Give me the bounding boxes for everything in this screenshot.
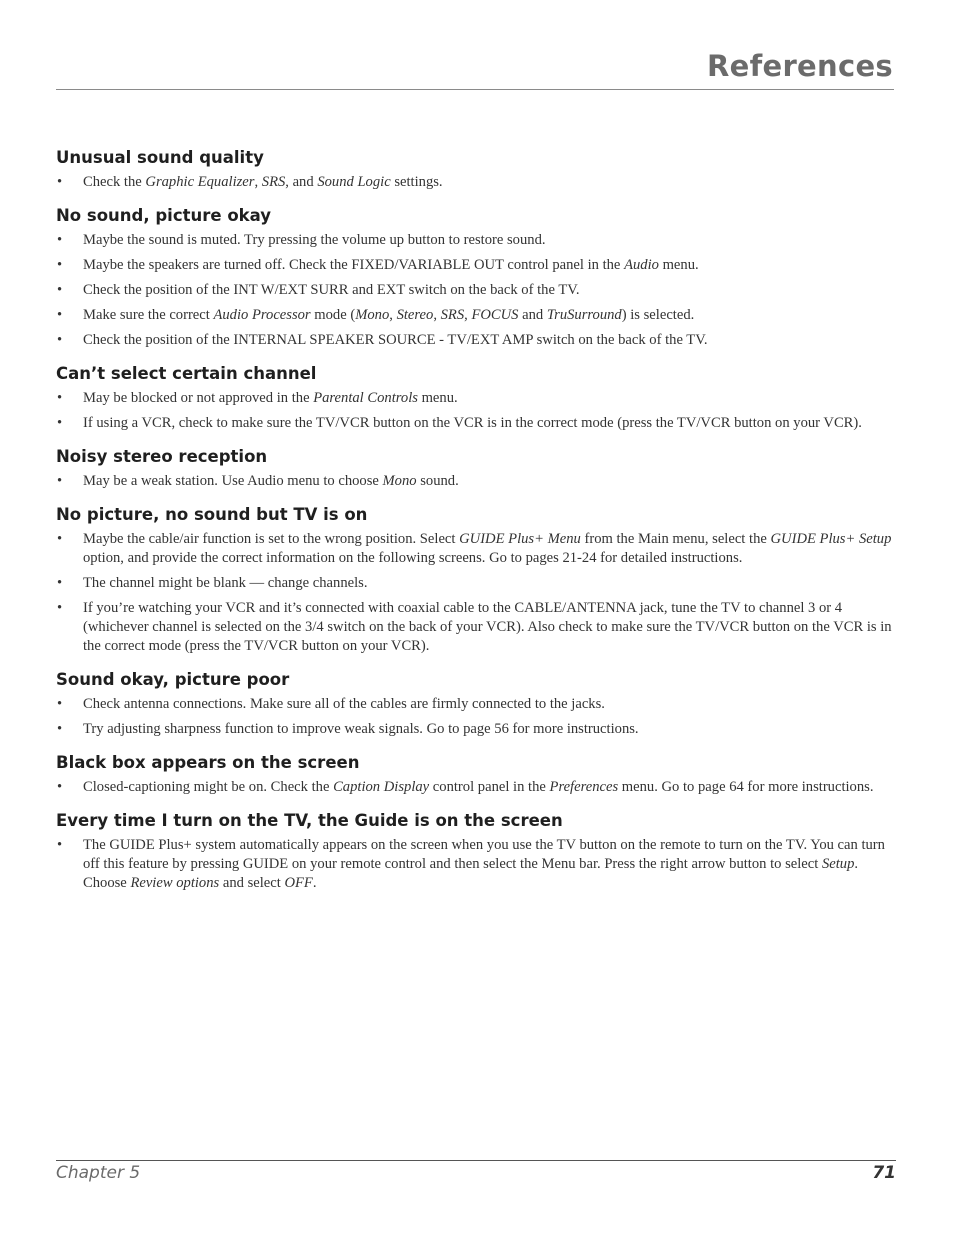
text-run: menu.: [658, 257, 699, 273]
emphasized-text: Stereo: [396, 307, 434, 323]
list-item: [56, 306, 898, 325]
text-run: settings.: [390, 174, 443, 190]
text-run: If you’re watching your VCR and it’s connected with coaxial cable to the CABLE/ANTENNA jack, tune the TV to channel 3 or 4 (whichever channel is selected on the 3/4 switch on the back of your VCR). Also check to make sure the TV/VCR button on the VCR is in the correct mode (press the TV/VCR button on your VCR).: [83, 600, 892, 654]
page-content: [56, 147, 898, 906]
list-item: [56, 281, 898, 300]
list-item: [56, 530, 898, 568]
emphasized-text: FOCUS: [471, 307, 519, 323]
list-item: [56, 389, 898, 408]
text-run: menu.: [417, 390, 458, 406]
emphasized-text: Graphic Equalizer: [145, 174, 255, 190]
troubleshooting-section: [56, 363, 898, 433]
troubleshooting-section: [56, 504, 898, 656]
bullet-list: [56, 778, 898, 797]
troubleshooting-section: [56, 752, 898, 797]
troubleshooting-section: [56, 147, 898, 192]
emphasized-text: Setup: [821, 856, 855, 872]
bullet-list: [56, 173, 898, 192]
troubleshooting-section: [56, 446, 898, 491]
text-run: control panel in the: [429, 779, 550, 795]
bullet-list: [56, 695, 898, 739]
list-item: [56, 173, 898, 192]
text-run: ,: [389, 307, 397, 323]
emphasized-text: Mono: [382, 473, 417, 489]
text-run: . Choose: [83, 856, 859, 891]
text-run: from the Main menu, select the: [580, 531, 771, 547]
text-run: mode (: [310, 307, 356, 323]
bullet-list: [56, 389, 898, 433]
text-run: .: [312, 875, 317, 891]
bullet-list: [56, 836, 898, 893]
text-run: May be blocked or not approved in the: [83, 390, 314, 406]
section-heading: Noisy stereo reception: [56, 447, 268, 466]
text-run: Check the: [83, 174, 146, 190]
list-item: [56, 472, 898, 491]
emphasized-text: Sound Logic: [317, 174, 391, 190]
bullet-list: [56, 530, 898, 656]
emphasized-text: Mono: [355, 307, 390, 323]
list-item: [56, 256, 898, 275]
emphasized-text: Preferences: [549, 779, 619, 795]
list-item: [56, 414, 898, 433]
text-run: Check antenna connections. Make sure all of the cables are firmly connected to the jacks.: [83, 696, 605, 712]
emphasized-text: OFF: [284, 875, 313, 891]
text-run: May be a weak station. Use Audio menu to choose: [83, 473, 383, 489]
text-run: ,: [464, 307, 472, 323]
text-run: Maybe the sound is muted. Try pressing the volume up button to restore sound.: [83, 232, 546, 248]
emphasized-text: Caption Display: [333, 779, 430, 795]
text-run: ) is selected.: [621, 307, 695, 323]
text-run: Maybe the speakers are turned off. Check the FIXED/VARIABLE OUT control panel in the: [83, 257, 625, 273]
list-item: [56, 599, 898, 656]
text-run: sound.: [416, 473, 459, 489]
text-run: ,: [433, 307, 441, 323]
emphasized-text: GUIDE Plus+ Menu: [459, 531, 581, 547]
text-run: option, and provide the correct information on the following screens. Go to pages 21-24 for detailed instructions.: [83, 550, 743, 566]
footer-chapter: Chapter 5: [56, 1163, 141, 1183]
text-run: The GUIDE Plus+ system automatically appears on the screen when you use the TV button on the remote to turn on the TV. You can turn off this feature by pressing GUIDE on your remote control and then select the Menu bar. Press the right arrow button to select: [83, 837, 885, 872]
section-heading: Every time I turn on the TV, the Guide is on the screen: [56, 811, 563, 830]
emphasized-text: Audio Processor: [213, 307, 311, 323]
list-item: [56, 720, 898, 739]
emphasized-text: TruSurround: [546, 307, 622, 323]
list-item: [56, 574, 898, 593]
list-item: [56, 778, 898, 797]
page-header-title: References: [706, 49, 893, 83]
emphasized-text: Audio: [624, 257, 659, 273]
emphasized-text: GUIDE Plus+ Setup: [770, 531, 892, 547]
troubleshooting-section: [56, 810, 898, 893]
list-item: [56, 231, 898, 250]
text-run: Check the position of the INT W/EXT SURR and EXT switch on the back of the TV.: [83, 282, 580, 298]
footer-rule: [56, 1160, 896, 1161]
text-run: , and: [285, 174, 318, 190]
text-run: menu. Go to page 64 for more instructions.: [618, 779, 874, 795]
text-run: The channel might be blank — change channels.: [83, 575, 368, 591]
section-heading: Can’t select certain channel: [56, 364, 317, 383]
list-item: [56, 331, 898, 350]
troubleshooting-section: [56, 205, 898, 350]
text-run: and: [518, 307, 547, 323]
text-run: and select: [219, 875, 285, 891]
emphasized-text: SRS: [261, 174, 286, 190]
section-heading: Unusual sound quality: [56, 148, 264, 167]
bullet-list: [56, 231, 898, 350]
text-run: Make sure the correct: [83, 307, 214, 323]
section-heading: No picture, no sound but TV is on: [56, 505, 368, 524]
text-run: If using a VCR, check to make sure the TV/VCR button on the VCR is in the correct mode (press the TV/VCR button on your VCR).: [83, 415, 862, 431]
emphasized-text: SRS: [440, 307, 465, 323]
text-run: Check the position of the INTERNAL SPEAKER SOURCE - TV/EXT AMP switch on the back of the TV.: [83, 332, 708, 348]
header-rule: [56, 89, 894, 90]
list-item: [56, 836, 898, 893]
text-run: Closed-captioning might be on. Check the: [83, 779, 334, 795]
emphasized-text: Review options: [130, 875, 220, 891]
troubleshooting-section: [56, 669, 898, 739]
text-run: Maybe the cable/air function is set to the wrong position. Select: [83, 531, 460, 547]
section-heading: No sound, picture okay: [56, 206, 272, 225]
list-item: [56, 695, 898, 714]
footer-page-number: 71: [872, 1163, 896, 1183]
text-run: Try adjusting sharpness function to improve weak signals. Go to page 56 for more instructions.: [83, 721, 639, 737]
bullet-list: [56, 472, 898, 491]
section-heading: Sound okay, picture poor: [56, 670, 290, 689]
section-heading: Black box appears on the screen: [56, 753, 360, 772]
emphasized-text: Parental Controls: [313, 390, 418, 406]
text-run: ,: [254, 174, 262, 190]
